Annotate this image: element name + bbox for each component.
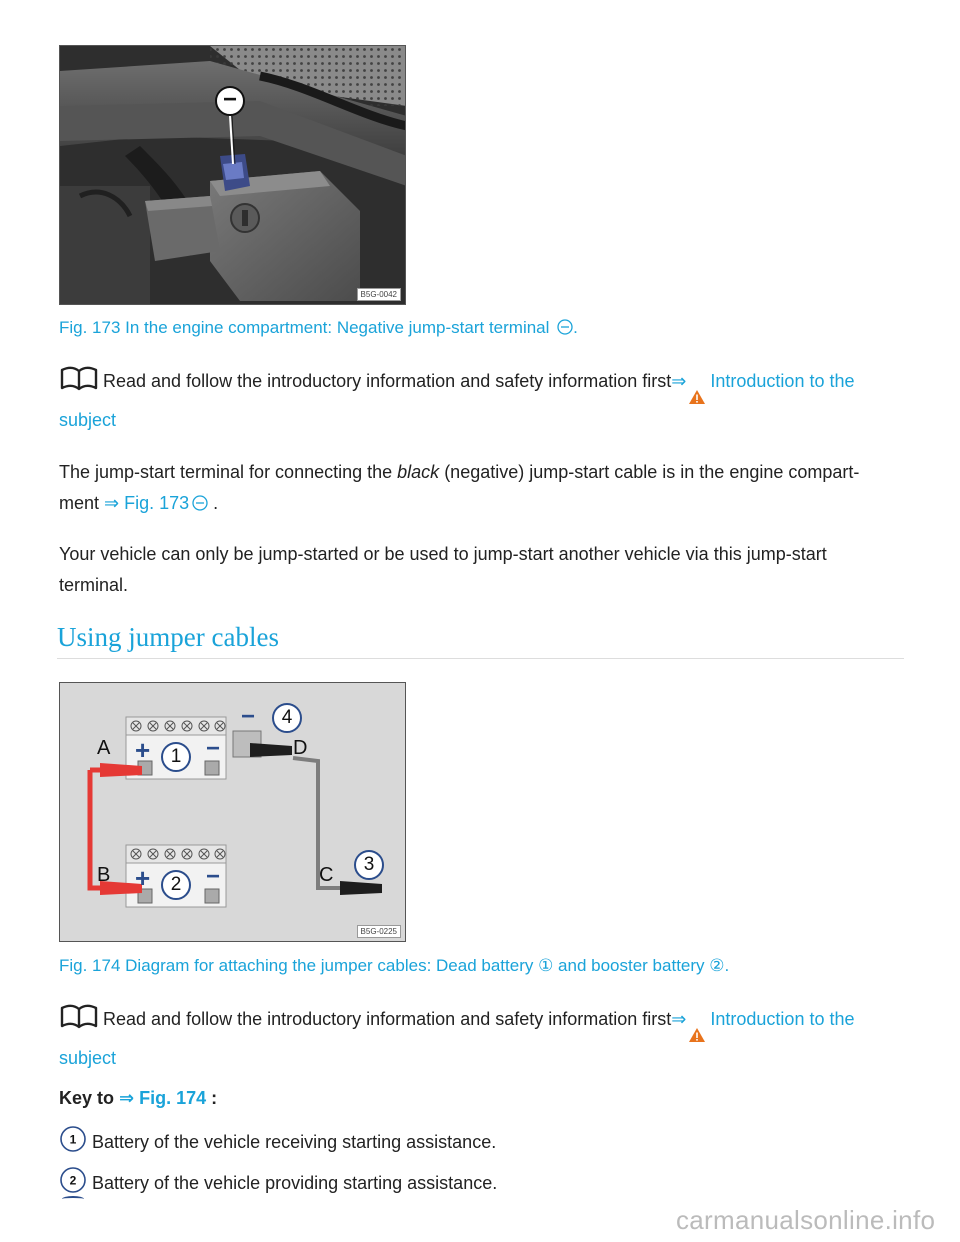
key-item-2-text: Battery of the vehicle providing starting assistance. xyxy=(92,1173,498,1193)
notice2-text: Read and follow the introductory information and safety information first xyxy=(103,1009,672,1029)
next-badge-partial xyxy=(62,1196,84,1202)
key-item-1-number: 1 xyxy=(69,1132,77,1147)
fig173-caption-end: . xyxy=(573,318,578,337)
para2-line1: Your vehicle can only be jump-started or be used to jump-start another vehicle via this jump-start xyxy=(59,544,827,564)
key-label: Key to xyxy=(59,1088,120,1108)
warning-icon xyxy=(688,1027,706,1043)
paragraph-jump-start-usage xyxy=(59,539,919,601)
fig173-image xyxy=(59,45,406,305)
battery2-plus: + xyxy=(135,863,151,893)
notice1-text: Read and follow the introductory information and safety information first xyxy=(103,371,672,391)
para1-before: The jump-start terminal for connecting the xyxy=(59,462,398,482)
warning-icon xyxy=(688,389,706,405)
section-title: Using jumper cables xyxy=(57,622,279,652)
book-icon xyxy=(59,1003,99,1029)
minus-circle-icon xyxy=(557,319,573,335)
callout-1 xyxy=(161,742,191,772)
key-item-1 xyxy=(59,1125,496,1158)
fig174-caption: Fig. 174 Diagram for attaching the jumper cables: Dead battery ① and booster battery ②. xyxy=(59,956,730,975)
figure-code: B5G-0225 xyxy=(357,925,401,938)
label-b: B xyxy=(97,864,111,886)
key-item-1-text: Battery of the vehicle receiving starting assistance. xyxy=(92,1132,497,1152)
fig174-reference-link[interactable]: ⇒ Fig. 174 xyxy=(119,1088,207,1108)
figure-code: B5G-0042 xyxy=(357,288,401,301)
key-colon: : xyxy=(206,1088,218,1108)
section-divider xyxy=(57,658,904,659)
number-badge-icon xyxy=(59,1166,87,1196)
label-c: C xyxy=(319,864,334,886)
ground-minus: − xyxy=(241,703,256,730)
para1-line2-end: . xyxy=(208,493,219,513)
number-badge-icon xyxy=(59,1125,87,1155)
key-item-2 xyxy=(59,1166,497,1199)
introduction-link-subject[interactable]: subject xyxy=(59,410,117,430)
battery2-minus: − xyxy=(206,863,221,890)
para1-emphasis: black xyxy=(397,462,440,482)
introduction-link[interactable]: Introduction to the xyxy=(710,371,855,391)
callout-3-number: 3 xyxy=(363,854,375,875)
book-icon xyxy=(59,365,99,391)
notice2-arrow: ⇒ xyxy=(671,1009,687,1029)
introduction-link[interactable]: Introduction to the xyxy=(710,1009,855,1029)
watermark: carmanualsonline.info xyxy=(676,1205,936,1235)
fig173-caption-text: Fig. 173 In the engine compartment: Negative jump-start terminal xyxy=(59,318,550,337)
callout-4 xyxy=(272,703,302,733)
callout-3 xyxy=(354,850,384,880)
para1-after: (negative) jump-start cable is in the engine compart- xyxy=(439,462,860,482)
label-d: D xyxy=(293,737,308,759)
fig173-reference-link[interactable]: ⇒ Fig. 173 xyxy=(104,493,190,513)
callout-2-number: 2 xyxy=(170,874,182,895)
fig174-diagram xyxy=(59,682,406,942)
battery1-minus: − xyxy=(206,735,221,762)
paragraph-jump-start-terminal xyxy=(59,457,919,519)
engine-compartment-illustration xyxy=(60,46,406,305)
safety-notice-2 xyxy=(59,1003,909,1074)
negative-terminal-callout xyxy=(215,86,245,116)
callout-1-number: 1 xyxy=(170,746,182,767)
callout-4-number: 4 xyxy=(281,707,293,728)
introduction-link-subject[interactable]: subject xyxy=(59,1048,117,1068)
label-a: A xyxy=(97,737,111,759)
safety-notice-1 xyxy=(59,365,909,436)
callout-2 xyxy=(161,870,191,900)
jumper-cable-diagram xyxy=(60,683,406,942)
notice1-arrow: ⇒ xyxy=(671,371,687,391)
para1-line2-start: ment xyxy=(59,493,105,513)
minus-circle-icon xyxy=(192,495,208,511)
key-item-2-number: 2 xyxy=(69,1173,77,1188)
key-heading xyxy=(59,1083,217,1114)
para2-line2: terminal. xyxy=(59,575,129,595)
callout-minus-symbol: − xyxy=(222,86,237,113)
battery1-plus: + xyxy=(135,735,151,765)
fig173-caption xyxy=(59,318,578,338)
